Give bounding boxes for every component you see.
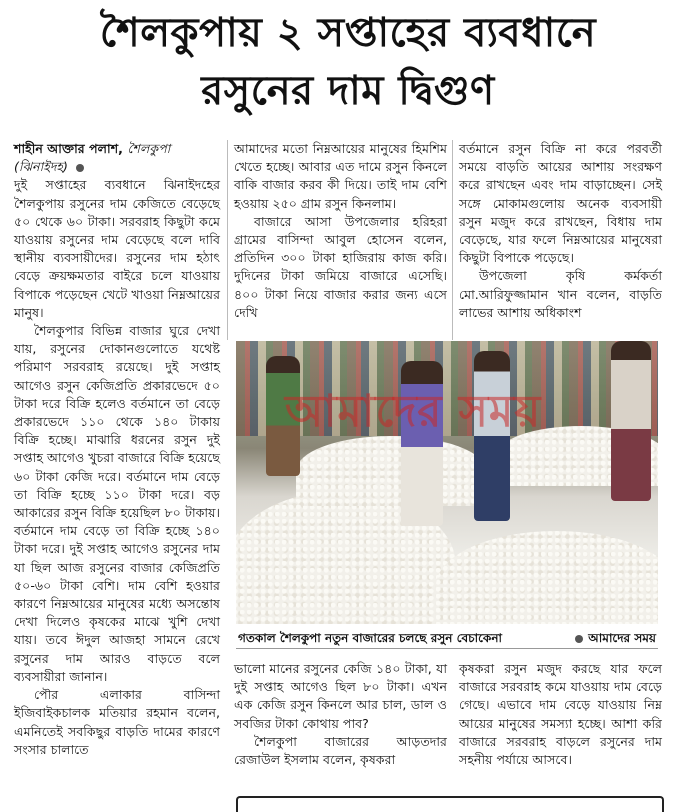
photo-credit-text: আমাদের সময় <box>588 631 656 645</box>
paragraph: শৈলকুপা বাজারের আড়তদার রেজাউল ইসলাম বলেন, কৃষকরা <box>234 733 447 768</box>
paragraph: আমাদের মতো নিম্নআয়ের মানুষের হিমশিম খেতে হচ্ছে। আবার এত দামে রসুন কিনলে বাকি বাজার করব কী দিয়ে। তাই দাম বেশি হওয়ায় ২৫০ গ্রাম রসুন কিনলাম। <box>234 141 447 211</box>
bullet-dot-icon <box>76 164 84 172</box>
byline-district-line <box>14 158 220 176</box>
article-column-2 <box>234 140 447 322</box>
garlic-pile <box>436 531 658 624</box>
byline-author: শাহীন আক্তার পলাশ, <box>14 141 123 156</box>
article-column-3 <box>459 140 662 322</box>
headline <box>0 4 696 120</box>
paragraph: বাজারে আসা উপজেলার হরিহরা গ্রামের বাসিন্দা আবুল হোসেন বলেন, প্রতিদিন ৩০০ টাকা হাজিরায় কাজ করি। দুদিনের টাকা জমিয়ে বাজারে এসেছি। ৪০০ টাকা নিয়ে বাজার করার জন্য এসে দেখি <box>234 213 447 320</box>
photo-caption-bar <box>236 628 658 649</box>
photo-watermark: আমাদের সময় <box>285 386 542 437</box>
paragraph: ভালো মানের রসুনের কেজি ১৪০ টাকা, যা দুই সপ্তাহ আগেও ছিল ৮০ টাকা। এখন এক কেজি রসুন কিনলে আর চাল, ডাল ও সবজির টাকা কোথায় পাব? <box>234 661 447 731</box>
paragraph: বর্তমানে রসুন বিক্রি না করে পরবর্তী সময়ে বাড়তি আয়ের আশায় সংরক্ষণ করে রাখছেন এবং দাম বাড়াচ্ছেন। সেই সঙ্গে মোকামগুলোয় অনেক ব্যবসায়ী রসুন মজুদ করে রাখছেন, বিধায় দাম বেড়েছে, যার ফলে নিম্নআয়ের মানুষেরা কিছুটা বিপাকে পড়েছে। <box>459 141 662 266</box>
paragraph: কৃষকরা রসুন মজুদ করছে যার ফলে বাজারে সরবরাহ কমে যাওয়ায় দাম বেড়ে গেছে। এভাবে দাম বেড়ে যাওয়ায় নিম্ন আয়ের মানুষের সমস্যা হচ্ছে। আশা করি বাজারে সরবরাহ বাড়লে রসুনের দাম সহনীয় পর্যায়ে আসবে। <box>459 661 662 768</box>
vendor-figure <box>611 341 651 501</box>
byline-district: (ঝিনাইদহ) <box>14 159 68 175</box>
byline-location: শৈলকুপা <box>127 141 171 156</box>
article-column-3-bottom <box>459 660 662 769</box>
byline <box>14 140 220 158</box>
bullet-dot-icon <box>575 635 583 643</box>
paragraph: পৌর এলাকার বাসিন্দা ইজিবাইকচালক মতিয়ার রহমান বলেন, এমনিতেই সবকিছুর বাড়তি দামের কারণে সংসার চালাতে <box>14 687 220 757</box>
headline-line-1: শৈলকুপায় ২ সপ্তাহের ব্যবধানে <box>99 10 597 56</box>
column-divider <box>227 140 228 340</box>
photo-caption: গতকাল শৈলকুপা নতুন বাজারের চলছে রসুন বেচাকেনা <box>238 631 502 645</box>
paragraph: উপজেলা কৃষি কর্মকর্তা মো.আরিফুজ্জামান খান বলেন, বাড়তি লাভের আশায় অধিকাংশ <box>459 268 662 320</box>
next-article-box <box>236 796 664 812</box>
article-column-2-bottom <box>234 660 447 769</box>
paragraph: শৈলকুপার বিভিন্ন বাজার ঘুরে দেখা যায়, রসুনের দোকানগুলোতে যথেষ্ট পরিমাণ সরবরাহ রয়েছে। দুই সপ্তাহ আগেও রসুন কেজিপ্রতি প্রকারভেদে ৫০ টাকা দরে বিক্রি হলেও বর্তমানে তা বেড়ে প্রকারভেদে ১১০ থেকে ১৪০ টাকায় বিক্রি হচ্ছে। মাঝারি ধরনের রসুন দুই সপ্তাহ আগেও খুচরা বাজারে বিক্রি হয়েছে ৬০ টাকা কেজি দরে। বর্তমানে দাম বেড়ে তা বিক্রি হচ্ছে ১১০ টাকা দরে। বড় আকারের রসুন বিক্রি হয়েছিল ৮০ টাকায়। বর্তমানে দাম বেড়ে তা বিক্রি হচ্ছে ১৪০ টাকা দরে। দুই সপ্তাহ আগেও রসুনের দাম যা ছিল আজ রসুনের বাজার কেজিপ্রতি ৫০-৬০ টাকা বেশি। দাম বেশি হওয়ার কারণে নিম্নআয়ের মানুষের মধ্যে অসন্তোষ দেখা দিলেও কৃষকের মাঝে খুশি দেখা যায়। তবে ঈদুল আজহা সামনে রেখে রসুনের দাম আরও বাড়তে বলে ব্যবসায়ীরা জানান। <box>14 323 220 684</box>
headline-line-2: রসুনের দাম দ্বিগুণ <box>201 68 495 114</box>
paragraph: দুই সপ্তাহের ব্যবধানে ঝিনাইদহের শৈলকুপায় রসুনের দাম কেজিতে বেড়েছে ৫০ থেকে ৬০ টাকা। সরবরাহ কিছুটা কমে যাওয়ায় রসুনের দাম বেড়েছে বলে দাবি স্থানীয় ব্যবসায়ীদের। রসুনের দাম হঠাৎ বেড়ে ক্রয়ক্ষমতার বাইরে চলে যাওয়ায় বিপাকে পড়েছেন খেটে খাওয়া নিম্নআয়ের মানুষ। <box>14 177 220 320</box>
article-column-1 <box>14 140 220 759</box>
photo-credit <box>575 630 656 650</box>
column-divider <box>452 140 453 340</box>
